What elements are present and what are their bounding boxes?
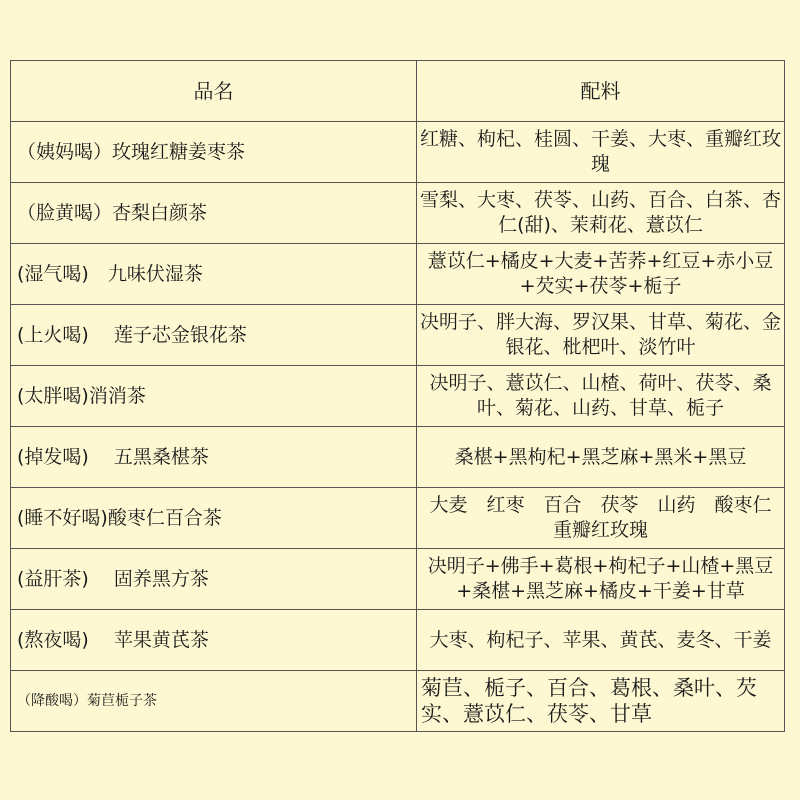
table-header-row: [11, 61, 785, 122]
table-row: [11, 671, 785, 732]
table-row: [11, 610, 785, 671]
table-row: [11, 122, 785, 183]
header-name: 品名: [11, 61, 417, 122]
tea-name: (上火喝) 莲子芯金银花茶: [11, 305, 417, 366]
tea-ingredients: 红糖、枸杞、桂圆、干姜、大枣、重瓣红玫瑰: [417, 122, 785, 183]
tea-table: [10, 60, 791, 732]
tea-ingredients: 菊苣、栀子、百合、葛根、桑叶、芡实、薏苡仁、茯苓、甘草: [417, 671, 785, 732]
tea-name: （降酸喝）菊苣栀子茶: [11, 671, 417, 732]
tea-name: (湿气喝) 九味伏湿茶: [11, 244, 417, 305]
tea-name: （脸黄喝）杏梨白颜茶: [11, 183, 417, 244]
table-row: [11, 427, 785, 488]
tea-ingredients: 薏苡仁+橘皮+大麦+苦荞+红豆+赤小豆+芡实+茯苓+栀子: [417, 244, 785, 305]
table-row: [11, 488, 785, 549]
table-row: [11, 305, 785, 366]
tea-name: (太胖喝)消消茶: [11, 366, 417, 427]
tea-ingredients: 大枣、枸杞子、苹果、黄芪、麦冬、干姜: [417, 610, 785, 671]
tea-name: (熬夜喝) 苹果黄芪茶: [11, 610, 417, 671]
table-row: [11, 183, 785, 244]
header-ingredients: 配料: [417, 61, 785, 122]
tea-name: （姨妈喝）玫瑰红糖姜枣茶: [11, 122, 417, 183]
tea-name: (掉发喝) 五黑桑椹茶: [11, 427, 417, 488]
tea-ingredients: 决明子+佛手+葛根+枸杞子+山楂+黑豆+桑椹+黑芝麻+橘皮+干姜+甘草: [417, 549, 785, 610]
table-row: [11, 549, 785, 610]
tea-ingredients: 决明子、胖大海、罗汉果、甘草、菊花、金银花、枇杷叶、淡竹叶: [417, 305, 785, 366]
table-row: [11, 366, 785, 427]
table-row: [11, 244, 785, 305]
tea-name: (睡不好喝)酸枣仁百合茶: [11, 488, 417, 549]
tea-ingredients: 雪梨、大枣、茯苓、山药、百合、白茶、杏仁(甜)、茉莉花、薏苡仁: [417, 183, 785, 244]
tea-ingredients: 决明子、薏苡仁、山楂、荷叶、茯苓、桑叶、菊花、山药、甘草、栀子: [417, 366, 785, 427]
tea-ingredients: 桑椹+黑枸杞+黑芝麻+黑米+黑豆: [417, 427, 785, 488]
tea-name: (益肝茶) 固养黑方茶: [11, 549, 417, 610]
tea-ingredients: 大麦 红枣 百合 茯苓 山药 酸枣仁 重瓣红玫瑰: [417, 488, 785, 549]
